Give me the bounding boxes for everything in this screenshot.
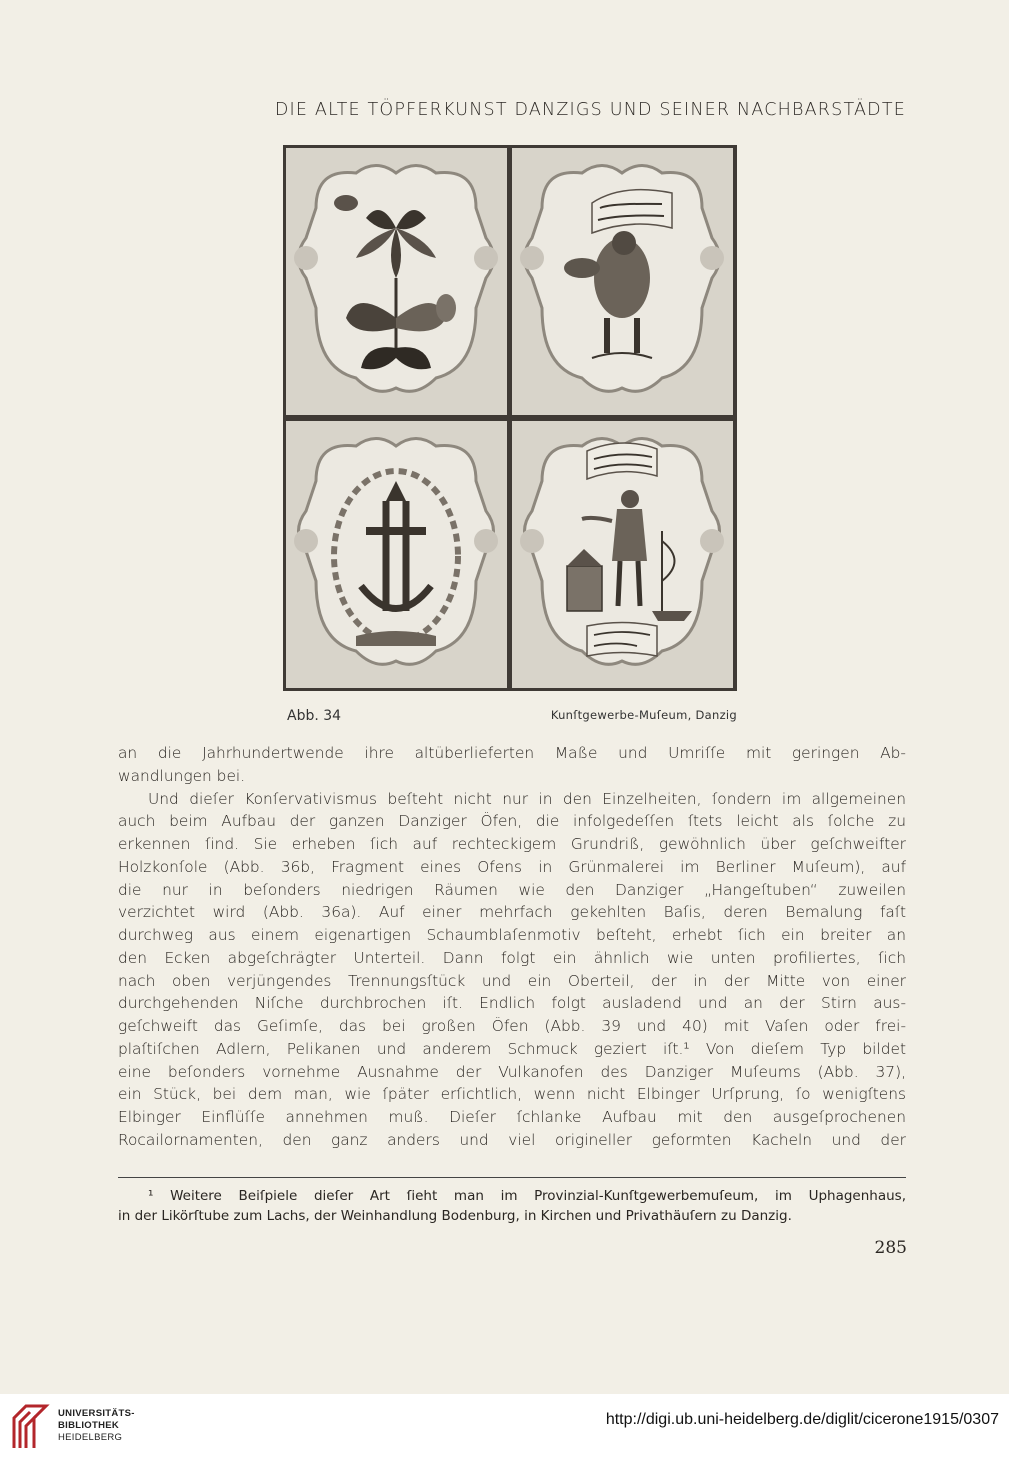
body-line: an die Jahrhundertwende ihre altüberlieferten Maße und Umriſſe mit geringen Ab- — [118, 744, 906, 762]
body-text — [118, 742, 906, 1152]
running-head: DIE ALTE TÖPFERKUNST DANZIGS UND SEINER NACHBARSTÄDTE — [274, 100, 906, 120]
body-line: nach oben verjüngendes Trennungsſtück und ein Oberteil, der in der Mitte von einer — [118, 971, 906, 990]
library-logo-icon[interactable] — [10, 1404, 50, 1452]
body-line: erkennen ſind. Sie erheben ſich auf rechteckigem Grundriß, gewöhnlich über geſchweifter — [118, 835, 906, 853]
footnote-line: ¹ Weitere Beiſpiele dieſer Art ſieht man im Provinzial-Kunſtgewerbemuſeum, im Uphagenhaus, — [148, 1188, 906, 1204]
body-line: Holzkonſole (Abb. 36b, Fragment eines Ofens in Grünmalerei im Berliner Muſeum), auf — [118, 857, 906, 876]
body-line: Elbinger Einflüſſe annehmen muß. Dieſer ſchlanke Aufbau mit den ausgeſprochenen — [118, 1108, 906, 1126]
tile-figure-inscription — [512, 148, 733, 415]
digitization-footer — [0, 1394, 1009, 1469]
body-line: plaſtiſchen Adlern, Pelikanen und anderem Schmuck geziert iſt.¹ Von dieſem Typ bildet — [118, 1039, 906, 1058]
figure-caption-label: Abb. 34 — [287, 708, 342, 724]
body-line: ein Stück, bei dem man, wie ſpäter erſichtlich, wenn nicht Elbinger Urſprung, ſo wenigſtens — [118, 1085, 906, 1104]
footnote-divider — [118, 1177, 906, 1178]
body-line: Rocailornamenten, den ganz anders und viel origineller geformten Kacheln und der — [118, 1130, 906, 1149]
body-line: verzichtet wird (Abb. 36a). Auf einer mehrfach gekehlten Baſis, deren Bemalung faſt — [118, 903, 906, 922]
body-line: eine beſonders vornehme Ausnahme der Vulkanofen des Danziger Muſeums (Abb. 37), — [118, 1062, 906, 1081]
body-line: durchweg aus einem eigenartigen Schaumblaſenmotiv beſteht, erhebt ſich ein breiter an — [118, 926, 906, 944]
body-line: auch beim Aufbau der ganzen Danziger Öfen, die infolgedeſſen ſtets leicht als ſolche zu — [118, 812, 906, 831]
library-name-line2: BIBLIOTHEK — [58, 1420, 120, 1431]
page-number: 285 — [874, 1238, 907, 1258]
ship-tile-illustration — [512, 421, 733, 688]
body-line: wandlungen bei. — [118, 766, 246, 785]
tile-man-ship — [512, 421, 733, 688]
footnote-line: in der Likörſtube zum Lachs, der Weinhandlung Bodenburg, in Kirchen und Privathäuſern zu Danzig. — [118, 1208, 792, 1224]
body-line: Und dieſer Konſervativismus beſteht nicht nur in den Einzelheiten, ſondern im allgemeinen — [148, 789, 906, 808]
library-name[interactable] — [58, 1408, 135, 1444]
library-name-line1: UNIVERSITÄTS- — [58, 1408, 135, 1419]
body-line: geſchweift das Geſimſe, das bei großen Öfen (Abb. 39 und 40) mit Vaſen oder frei- — [118, 1017, 906, 1035]
tile-floral — [286, 148, 507, 415]
anchor-tile-illustration — [286, 421, 507, 688]
body-line: durchgehenden Niſche durchbrochen iſt. Endlich folgt ausladend und an der Stirn aus- — [118, 994, 906, 1013]
tile-anchor-monogram — [286, 421, 507, 688]
body-line: den Ecken abgeſchrägter Unterteil. Dann folgt ein ähnlich wie unten profiliertes, ſich — [118, 948, 906, 967]
floral-tile-illustration — [286, 148, 507, 415]
footnote — [118, 1186, 906, 1226]
inscription-tile-illustration — [512, 148, 733, 415]
figure-caption-credit: Kunſtgewerbe-Muſeum, Danzig — [550, 708, 737, 722]
permalink-url[interactable]: http://digi.ub.uni-heidelberg.de/diglit/cicerone1915/0307 — [605, 1411, 999, 1428]
tile-photograph — [283, 145, 737, 691]
library-name-line3: HEIDELBERG — [58, 1432, 123, 1443]
body-line: die nur in beſonders niedrigen Räumen wie den Danziger „Hangeſtuben“ zuweilen — [118, 880, 906, 899]
